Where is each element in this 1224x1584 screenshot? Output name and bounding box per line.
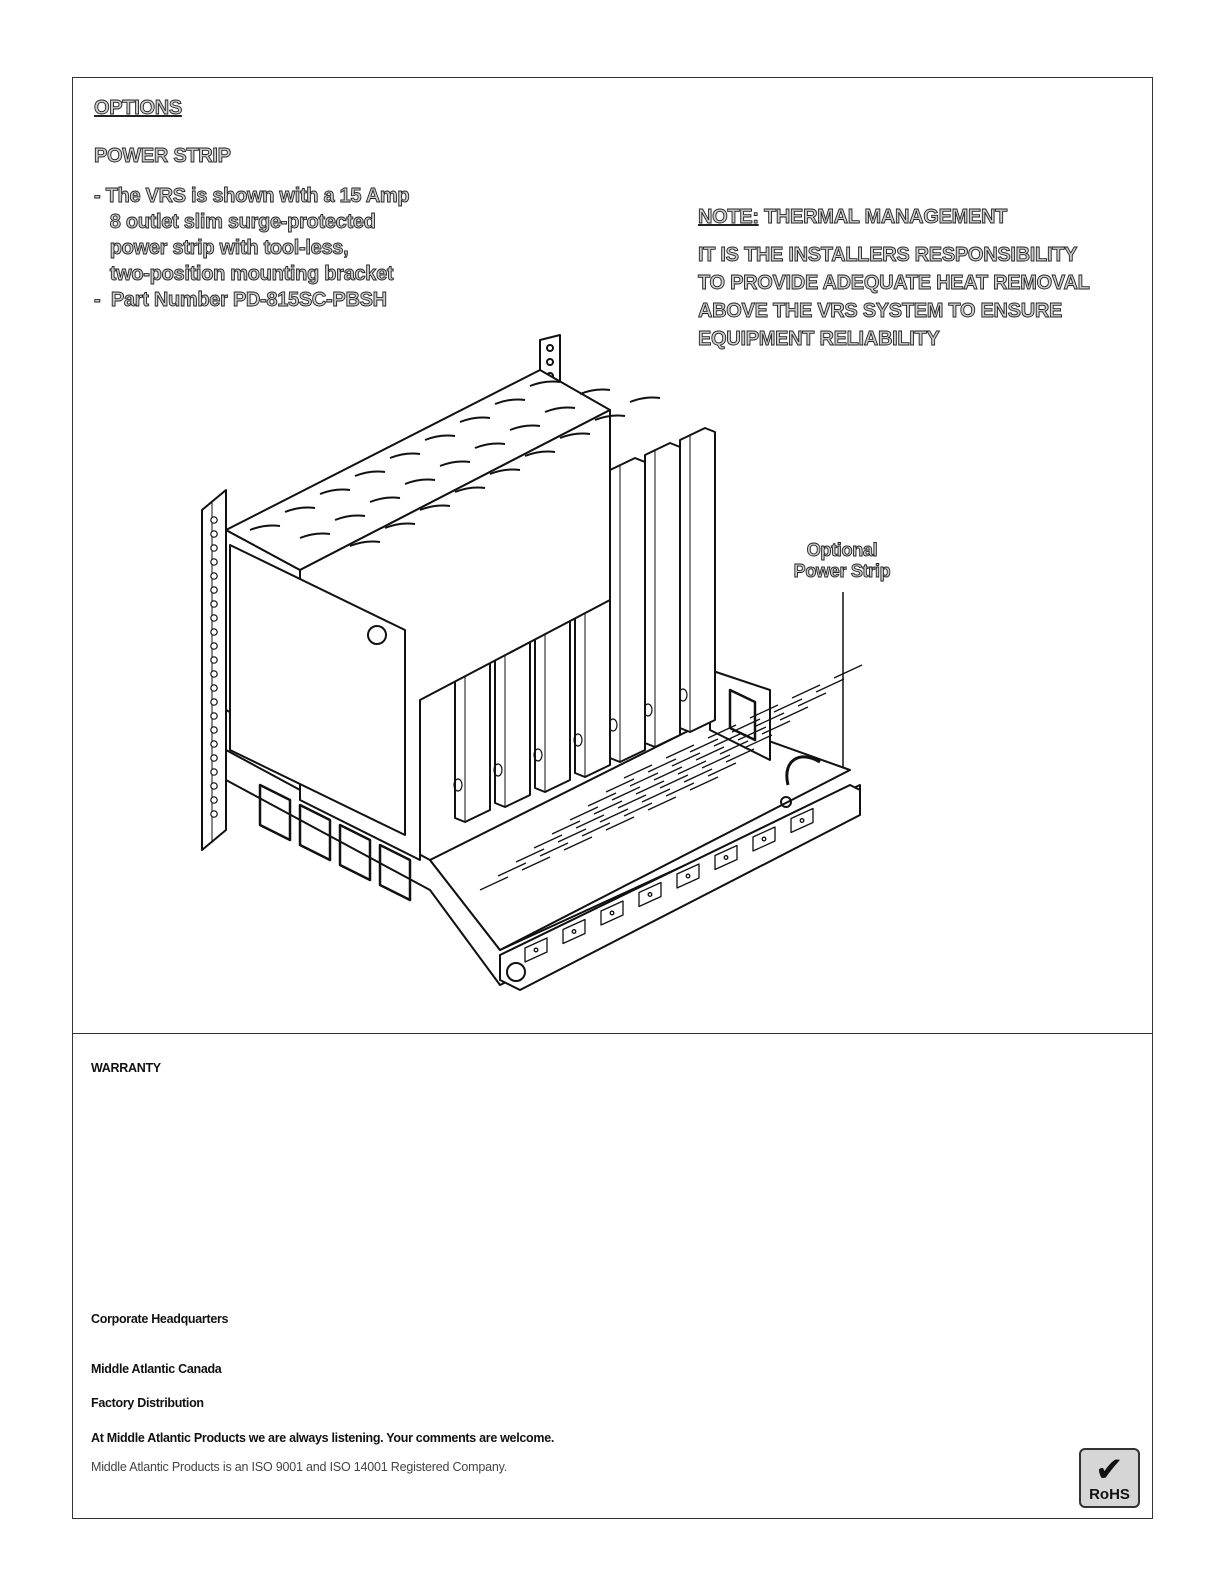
middle-atlantic-canada: Middle Atlantic Canada (91, 1362, 222, 1376)
power-strip-line: 8 outlet slim surge-protected (94, 211, 376, 233)
callout-line-1: Optional (806, 540, 878, 560)
power-strip-heading: POWER STRIP (94, 145, 231, 167)
vrs-rack-drawing (190, 330, 890, 1030)
note-line: IT IS THE INSTALLERS RESPONSIBILITY (698, 244, 1078, 266)
callout-line-2: Power Strip (793, 561, 891, 581)
part-number-line: - Part Number PD-815SC-PBSH (94, 289, 387, 311)
rohs-label: RoHS (1089, 1486, 1130, 1503)
options-heading: OPTIONS (94, 97, 182, 119)
power-strip-line: - The VRS is shown with a 15 Amp (94, 185, 410, 207)
iso-statement: Middle Atlantic Products is an ISO 9001 and ISO 14001 Registered Company. (91, 1460, 507, 1474)
equipment-box (609, 458, 645, 762)
note-line: EQUIPMENT RELIABILITY (698, 328, 940, 350)
listening-statement: At Middle Atlantic Products we are always listening. Your comments are welcome. (91, 1431, 555, 1445)
note-line: ABOVE THE VRS SYSTEM TO ENSURE (698, 300, 1063, 322)
note-title: THERMAL MANAGEMENT (758, 206, 1008, 228)
power-strip-line: two-position mounting bracket (94, 263, 394, 285)
corporate-headquarters: Corporate Headquarters (91, 1312, 229, 1326)
checkmark-icon: ✔ (1095, 1451, 1124, 1489)
note-label: NOTE: (698, 206, 759, 228)
note-heading (698, 206, 1007, 229)
warranty-heading: WARRANTY (91, 1061, 161, 1075)
equipment-box (644, 443, 680, 747)
rohs-badge (1079, 1448, 1140, 1508)
power-strip-line: power strip with tool-less, (94, 237, 349, 259)
left-rack-rail (202, 490, 226, 850)
section-divider (72, 1033, 1153, 1034)
factory-distribution: Factory Distribution (91, 1396, 204, 1410)
note-line: TO PROVIDE ADEQUATE HEAT REMOVAL (698, 272, 1090, 294)
equipment-box (679, 428, 715, 732)
